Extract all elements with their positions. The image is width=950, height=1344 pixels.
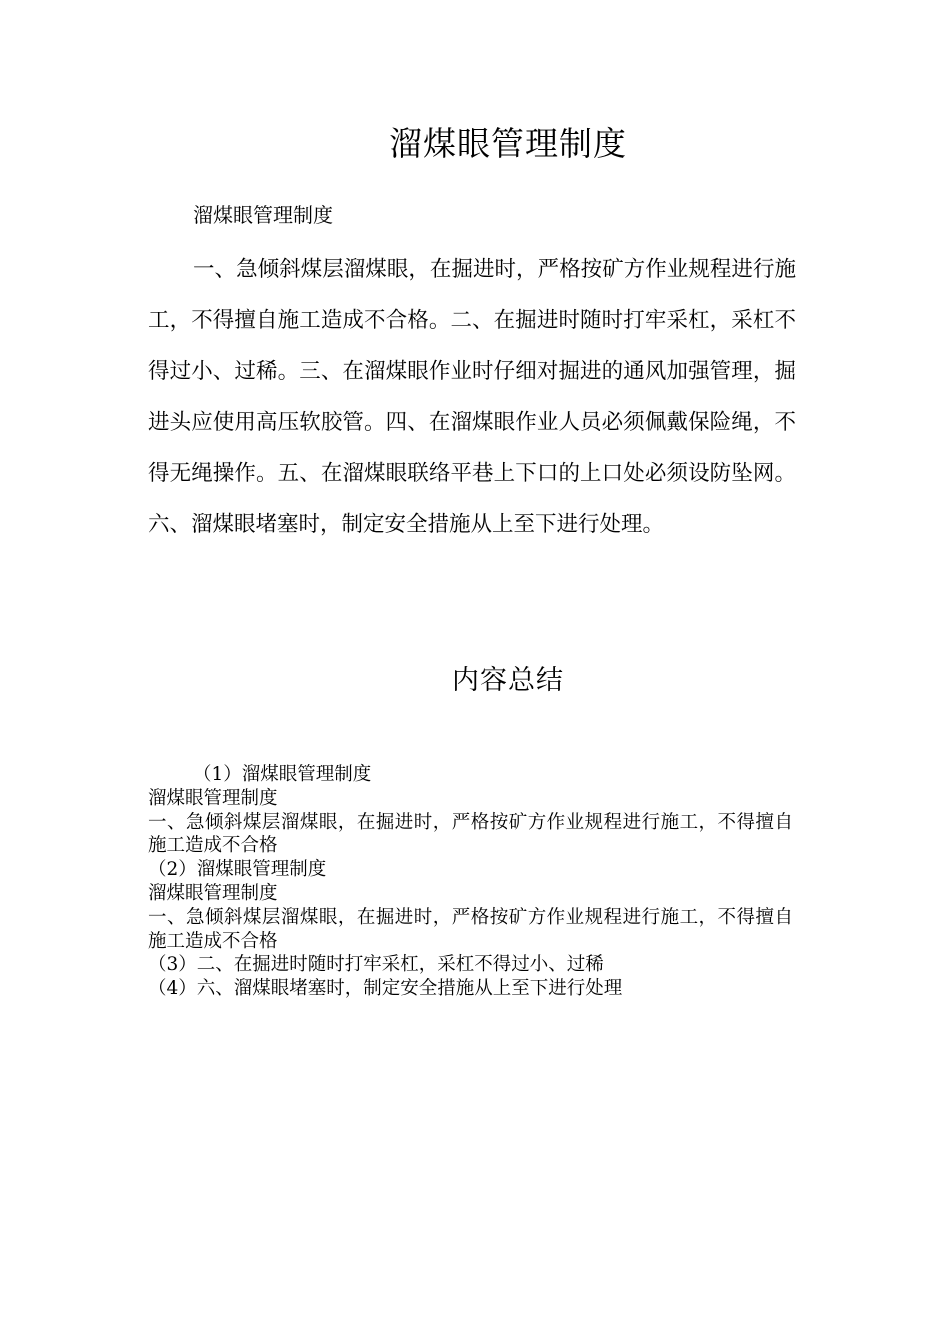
summary-list xyxy=(148,763,793,1001)
summary-title: 内容总结 xyxy=(452,665,564,696)
document-body-paragraph: 一、急倾斜煤层溜煤眼，在掘进时，严格按矿方作业规程进行施工，不得擅自施工造成不合格。二、在掘进时随时打牢采杠，采杠不得过小、过稀。三、在溜煤眼作业时仔细对掘进的通风加强管理，掘进头应使用高压软胶管。四、在溜煤眼作业人员必须佩戴保险绳，不得无绳操作。五、在溜煤眼联络平巷上下口的上口处必须设防坠网。六、溜煤眼堵塞时，制定安全措施从上至下进行处理。 xyxy=(148,257,796,537)
summary-line-8: （4）六、溜煤眼堵塞时，制定安全措施从上至下进行处理 xyxy=(148,978,623,1000)
summary-line-7: （3）二、在掘进时随时打牢采杠，采杠不得过小、过稀 xyxy=(148,954,604,976)
page-title: 溜煤眼管理制度 xyxy=(389,124,627,163)
summary-line-2: 溜煤眼管理制度 xyxy=(148,787,278,809)
summary-line-5: 溜煤眼管理制度 xyxy=(148,882,278,904)
summary-line-6: 一、急倾斜煤层溜煤眼，在掘进时，严格按矿方作业规程进行施工，不得擅自施工造成不合格 xyxy=(148,906,793,952)
document-subtitle: 溜煤眼管理制度 xyxy=(193,203,333,227)
summary-line-3: 一、急倾斜煤层溜煤眼，在掘进时，严格按矿方作业规程进行施工，不得擅自施工造成不合格 xyxy=(148,811,793,857)
summary-line-1: （1）溜煤眼管理制度 xyxy=(193,764,372,785)
summary-line-4: （2）溜煤眼管理制度 xyxy=(148,859,327,881)
